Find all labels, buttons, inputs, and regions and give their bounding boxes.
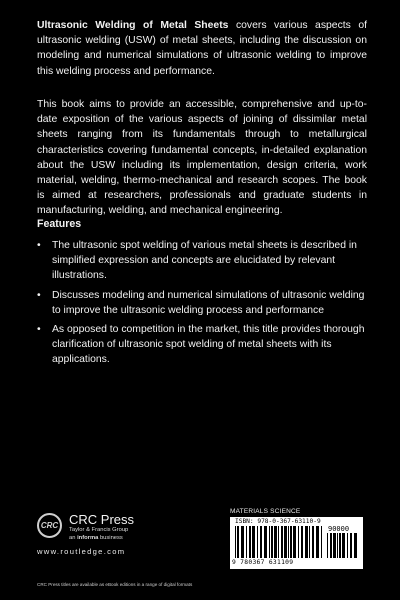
feature-item (37, 322, 367, 368)
barcode-bars-icon (235, 526, 323, 558)
ebook-note: CRC Press titles are available as eBook editions in a range of digital formats (37, 582, 193, 587)
bullet-icon: • (37, 324, 41, 336)
business-prefix: an (69, 535, 78, 541)
isbn-text: ISBN: 978-0-367-63110-9 (235, 518, 321, 525)
intro-text: covers various aspects of ultrasonic welding (USW) of metal sheets, including the discussion on modeling and numerical simulations of ultrasonic welding to improve this welding process and performance. (37, 20, 368, 77)
publisher-business (69, 535, 123, 541)
addon-bars-icon (327, 533, 358, 558)
isbn-barcode (230, 517, 363, 569)
publisher-name: CRC Press (69, 512, 135, 527)
crc-logo-icon (37, 513, 62, 538)
feature-item (37, 238, 367, 284)
business-brand: informa (77, 535, 99, 541)
description-paragraph: This book aims to provide an accessible, comprehensive and up-to-date exposition of the various aspects of joining of dissimilar metal sheets ranging from its fundamentals through to metallurgical characteristics covering fundamental concepts, in-detailed explanation about the USW including its implementation, design criteria, work material, welding, thermo-mechanical and research scopes. The book is aimed at researchers, professionals and graduate students in manufacturing, welding, and mechanical engineering. (37, 99, 367, 217)
publisher-group: Taylor & Francis Group (69, 527, 129, 533)
feature-text: As opposed to competition in the market, this title provides thorough clarification of ultrasonic spot welding of metal sheets with its applications. (52, 324, 365, 366)
subject-category: MATERIALS SCIENCE (230, 508, 301, 515)
business-suffix: business (98, 535, 123, 541)
feature-item (37, 288, 367, 318)
feature-text: The ultrasonic spot welding of various metal sheets is described in simplified expression and concepts are elucidated by relevant illustrations. (52, 240, 357, 282)
features-heading: Features (37, 218, 82, 230)
bullet-icon: • (37, 289, 41, 301)
barcode-addon: 90000 (328, 525, 350, 533)
bullet-icon: • (37, 240, 41, 251)
feature-text: Discusses modeling and numerical simulations of ultrasonic welding to improve the ultrasonic welding process and performance (52, 289, 365, 316)
logo-text: CRC (40, 521, 59, 530)
book-title-inline: Ultrasonic Welding of Metal Sheets (37, 20, 229, 31)
barcode-digits: 9 780367 631109 (232, 559, 294, 566)
intro-paragraph (37, 18, 367, 79)
publisher-website: www.routledge.com (37, 547, 126, 556)
features-list (37, 238, 367, 372)
